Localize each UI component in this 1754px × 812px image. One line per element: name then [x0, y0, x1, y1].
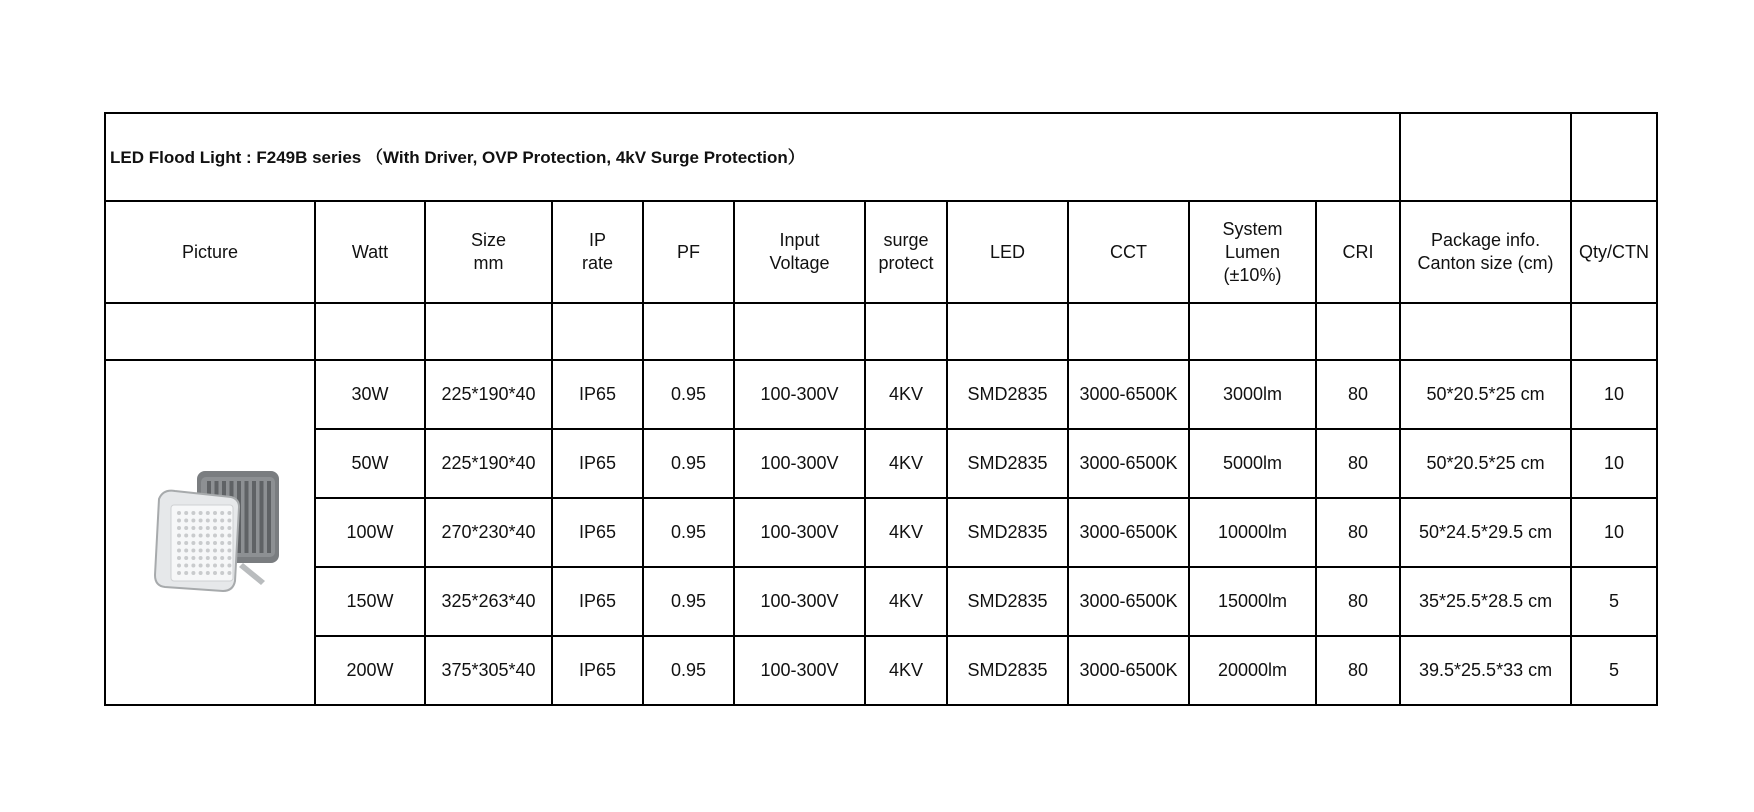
header-watt	[315, 201, 425, 303]
cell-surge: 4KV	[865, 429, 947, 498]
header-voltage-line: Input	[779, 230, 820, 250]
cell-pf: 0.95	[643, 498, 734, 567]
blank-cell	[865, 303, 947, 360]
blank-cell	[734, 303, 865, 360]
header-surge-line: protect	[878, 253, 934, 273]
header-size	[425, 201, 552, 303]
cell-surge: 4KV	[865, 636, 947, 705]
cell-qty: 10	[1571, 498, 1657, 567]
table-row	[105, 360, 1657, 429]
header-picture	[105, 201, 315, 303]
cell-voltage: 100-300V	[734, 429, 865, 498]
cell-led: SMD2835	[947, 636, 1068, 705]
header-ip	[552, 201, 643, 303]
picture-cell	[105, 360, 315, 705]
title-empty-cell	[1571, 113, 1657, 201]
cell-pf: 0.95	[643, 636, 734, 705]
cell-size: 270*230*40	[425, 498, 552, 567]
blank-cell	[1189, 303, 1316, 360]
header-cri	[1316, 201, 1400, 303]
cell-package: 35*25.5*28.5 cm	[1400, 567, 1571, 636]
cell-cri: 80	[1316, 498, 1400, 567]
cell-qty: 5	[1571, 567, 1657, 636]
blank-cell	[552, 303, 643, 360]
blank-cell	[1316, 303, 1400, 360]
cell-size: 225*190*40	[425, 360, 552, 429]
cell-cct: 3000-6500K	[1068, 498, 1189, 567]
cell-qty: 10	[1571, 429, 1657, 498]
table-row	[105, 567, 1657, 636]
cell-watt: 100W	[315, 498, 425, 567]
cell-ip: IP65	[552, 360, 643, 429]
title-row	[105, 113, 1657, 201]
header-lumen-line: (±10%)	[1223, 264, 1282, 285]
header-voltage	[734, 201, 865, 303]
cell-pf: 0.95	[643, 429, 734, 498]
cell-ip: IP65	[552, 498, 643, 567]
header-package-line: Package info.	[1431, 230, 1541, 250]
spec-table	[104, 112, 1658, 706]
blank-cell	[425, 303, 552, 360]
header-cct-line: CCT	[1110, 241, 1147, 262]
cell-qty: 5	[1571, 636, 1657, 705]
cell-led: SMD2835	[947, 567, 1068, 636]
table-row	[105, 636, 1657, 705]
table-row	[105, 429, 1657, 498]
cell-watt: 30W	[315, 360, 425, 429]
header-pf-line: PF	[676, 241, 700, 262]
header-voltage-line: Voltage	[769, 253, 830, 273]
cell-pf: 0.95	[643, 360, 734, 429]
cell-voltage: 100-300V	[734, 360, 865, 429]
cell-watt: 150W	[315, 567, 425, 636]
blank-cell	[315, 303, 425, 360]
cell-ip: IP65	[552, 567, 643, 636]
cell-size: 325*263*40	[425, 567, 552, 636]
cell-lumen: 5000lm	[1189, 429, 1316, 498]
header-cct	[1068, 201, 1189, 303]
cell-lumen: 3000lm	[1189, 360, 1316, 429]
cell-size: 375*305*40	[425, 636, 552, 705]
cell-cri: 80	[1316, 567, 1400, 636]
title-empty-cell	[1400, 113, 1571, 201]
cell-surge: 4KV	[865, 360, 947, 429]
cell-cri: 80	[1316, 429, 1400, 498]
cell-ip: IP65	[552, 636, 643, 705]
cell-lumen: 10000lm	[1189, 498, 1316, 567]
cell-size: 225*190*40	[425, 429, 552, 498]
header-surge	[865, 201, 947, 303]
header-qty-line: Qty/CTN	[1579, 241, 1650, 262]
header-pf	[643, 201, 734, 303]
blank-cell	[947, 303, 1068, 360]
blank-row	[105, 303, 1657, 360]
table-row	[105, 498, 1657, 567]
cell-package: 50*24.5*29.5 cm	[1400, 498, 1571, 567]
cell-ip: IP65	[552, 429, 643, 498]
cell-pf: 0.95	[643, 567, 734, 636]
cell-voltage: 100-300V	[734, 567, 865, 636]
cell-lumen: 15000lm	[1189, 567, 1316, 636]
header-qty	[1571, 201, 1657, 303]
cell-voltage: 100-300V	[734, 498, 865, 567]
blank-cell	[1571, 303, 1657, 360]
cell-watt: 200W	[315, 636, 425, 705]
header-cri-line: CRI	[1342, 241, 1374, 262]
header-watt-line: Watt	[351, 241, 389, 262]
cell-cct: 3000-6500K	[1068, 636, 1189, 705]
blank-cell	[1068, 303, 1189, 360]
cell-package: 50*20.5*25 cm	[1400, 429, 1571, 498]
cell-cct: 3000-6500K	[1068, 567, 1189, 636]
cell-led: SMD2835	[947, 360, 1068, 429]
header-package-line: Canton size (cm)	[1417, 253, 1554, 273]
blank-cell	[1400, 303, 1571, 360]
cell-led: SMD2835	[947, 429, 1068, 498]
header-led	[947, 201, 1068, 303]
header-size-line: Size	[470, 230, 506, 250]
flood-light-image	[135, 463, 285, 603]
cell-cct: 3000-6500K	[1068, 360, 1189, 429]
header-led-line: LED	[989, 241, 1025, 262]
blank-cell	[643, 303, 734, 360]
header-lumen-line: System	[1222, 218, 1283, 239]
cell-package: 50*20.5*25 cm	[1400, 360, 1571, 429]
cell-cri: 80	[1316, 360, 1400, 429]
cell-cri: 80	[1316, 636, 1400, 705]
header-size-line: mm	[473, 253, 504, 273]
cell-surge: 4KV	[865, 498, 947, 567]
header-lumen	[1189, 201, 1316, 303]
header-ip-line: IP	[588, 230, 606, 250]
cell-surge: 4KV	[865, 567, 947, 636]
header-picture-line: Picture	[181, 241, 239, 262]
header-package	[1400, 201, 1571, 303]
cell-qty: 10	[1571, 360, 1657, 429]
cell-package: 39.5*25.5*33 cm	[1400, 636, 1571, 705]
header-lumen-line: Lumen	[1224, 241, 1281, 262]
header-surge-line: surge	[883, 230, 929, 250]
table-title: LED Flood Light : F249B series （With Driver, OVP Protection, 4kV Surge Protection）	[105, 113, 1400, 201]
blank-cell	[105, 303, 315, 360]
cell-voltage: 100-300V	[734, 636, 865, 705]
header-ip-line: rate	[581, 253, 614, 273]
cell-cct: 3000-6500K	[1068, 429, 1189, 498]
cell-watt: 50W	[315, 429, 425, 498]
cell-led: SMD2835	[947, 498, 1068, 567]
header-row	[105, 201, 1657, 303]
cell-lumen: 20000lm	[1189, 636, 1316, 705]
